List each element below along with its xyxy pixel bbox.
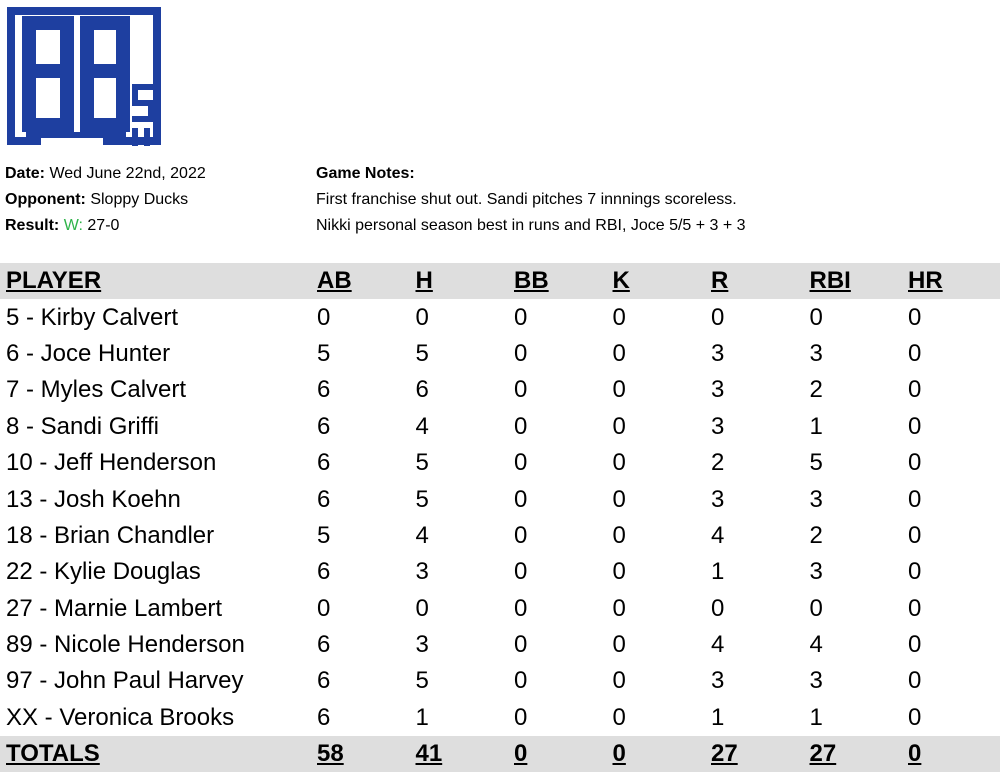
team-logo-88s	[7, 7, 163, 147]
stat-cell-rbi: 0	[809, 594, 823, 622]
total-cell-bb: 0	[514, 740, 528, 768]
stat-cell-k: 0	[612, 594, 626, 622]
player-name-cell: 22 - Kylie Douglas	[6, 558, 201, 586]
result-outcome: W:	[63, 217, 83, 234]
stat-cell-ab: 6	[317, 485, 331, 513]
total-cell-h: 41	[415, 740, 443, 768]
header-row	[0, 263, 1000, 299]
table-row	[0, 663, 1000, 699]
logo-eight-2	[87, 23, 123, 125]
logo-mark	[11, 11, 157, 143]
stat-cell-ab: 6	[317, 449, 331, 477]
stat-cell-rbi: 1	[809, 412, 823, 440]
stat-cell-ab: 6	[317, 558, 331, 586]
stat-cell-rbi: 2	[809, 376, 823, 404]
stat-cell-r: 0	[711, 594, 725, 622]
stat-cell-rbi: 3	[809, 485, 823, 513]
player-name-cell: 6 - Joce Hunter	[6, 339, 171, 367]
table-row	[0, 518, 1000, 554]
stat-cell-rbi: 3	[809, 339, 823, 367]
stat-cell-ab: 5	[317, 339, 331, 367]
column-header-h: H	[415, 267, 433, 295]
stat-cell-rbi: 3	[809, 667, 823, 695]
opponent-label: Opponent:	[5, 191, 86, 208]
total-cell-r: 27	[711, 740, 738, 768]
stat-cell-k: 0	[612, 703, 626, 731]
player-name-cell: 7 - Myles Calvert	[6, 376, 187, 404]
stat-cell-bb: 0	[514, 449, 528, 477]
player-name-cell: 27 - Marnie Lambert	[6, 594, 223, 622]
stat-cell-r: 0	[711, 303, 725, 331]
player-name-cell: 97 - John Paul Harvey	[6, 667, 244, 695]
date-line	[5, 161, 206, 187]
column-header-bb: BB	[514, 267, 549, 295]
player-name-cell: 5 - Kirby Calvert	[6, 303, 179, 331]
stat-cell-k: 0	[612, 667, 626, 695]
stat-cell-k: 0	[612, 558, 626, 586]
stat-cell-ab: 0	[317, 594, 331, 622]
stat-cell-bb: 0	[514, 521, 528, 549]
stat-cell-h: 5	[415, 449, 429, 477]
stat-cell-rbi: 4	[809, 631, 823, 659]
stat-cell-hr: 0	[908, 412, 922, 440]
column-header-r: R	[711, 267, 729, 295]
stat-cell-ab: 6	[317, 703, 331, 731]
result-label: Result:	[5, 217, 60, 234]
stat-cell-h: 3	[415, 558, 429, 586]
player-name-cell: XX - Veronica Brooks	[6, 703, 235, 731]
column-header-hr: HR	[908, 267, 943, 295]
game-notes-line: Nikki personal season best in runs and RBI, Joce 5/5 + 3 + 3	[316, 217, 746, 234]
game-info	[5, 161, 206, 239]
stat-cell-ab: 5	[317, 521, 331, 549]
table-row	[0, 299, 1000, 335]
stat-cell-rbi: 3	[809, 558, 823, 586]
stat-cell-ab: 6	[317, 376, 331, 404]
stat-cell-r: 3	[711, 667, 725, 695]
logo-eight-1	[29, 23, 67, 125]
table-row	[0, 554, 1000, 590]
stat-cell-k: 0	[612, 412, 626, 440]
stat-cell-hr: 0	[908, 339, 922, 367]
stat-cell-h: 4	[415, 412, 429, 440]
stat-cell-h: 3	[415, 631, 429, 659]
stat-cell-r: 3	[711, 485, 725, 513]
stat-cell-bb: 0	[514, 631, 528, 659]
total-cell-hr: 0	[908, 740, 922, 768]
stat-cell-h: 5	[415, 485, 429, 513]
stat-cell-rbi: 2	[809, 521, 823, 549]
stat-cell-k: 0	[612, 449, 626, 477]
stat-cell-hr: 0	[908, 485, 922, 513]
table-row	[0, 481, 1000, 517]
stat-cell-ab: 6	[317, 412, 331, 440]
stat-cell-bb: 0	[514, 412, 528, 440]
table-row	[0, 627, 1000, 663]
stat-cell-h: 6	[415, 376, 429, 404]
stat-cell-r: 3	[711, 412, 725, 440]
logo-s	[135, 87, 151, 119]
player-name-cell: 10 - Jeff Henderson	[6, 449, 217, 477]
date-label: Date:	[5, 165, 46, 182]
column-header-ab: AB	[317, 267, 352, 295]
stat-cell-h: 1	[415, 703, 429, 731]
stat-cell-h: 0	[415, 303, 429, 331]
stat-cell-bb: 0	[514, 558, 528, 586]
game-notes	[316, 161, 746, 239]
stat-cell-hr: 0	[908, 631, 922, 659]
table-row	[0, 409, 1000, 445]
total-cell-rbi: 27	[809, 740, 837, 768]
team-logo	[7, 7, 163, 147]
stat-cell-h: 4	[415, 521, 429, 549]
stat-cell-ab: 6	[317, 631, 331, 659]
stat-cell-bb: 0	[514, 703, 528, 731]
result-line	[5, 213, 206, 239]
result-score: 27-0	[87, 217, 120, 234]
stat-cell-bb: 0	[514, 303, 528, 331]
stat-cell-bb: 0	[514, 339, 528, 367]
stat-cell-hr: 0	[908, 303, 922, 331]
stat-cell-rbi: 1	[809, 703, 823, 731]
player-stats-table	[0, 263, 1000, 772]
stat-cell-r: 1	[711, 558, 725, 586]
table-row	[0, 372, 1000, 408]
column-header-player: PLAYER	[6, 267, 102, 295]
game-notes-title: Game Notes:	[316, 165, 415, 182]
stat-cell-bb: 0	[514, 667, 528, 695]
table-row	[0, 700, 1000, 736]
stat-cell-rbi: 5	[809, 449, 823, 477]
date-value: Wed June 22nd, 2022	[49, 165, 206, 182]
stat-cell-ab: 0	[317, 303, 331, 331]
stat-cell-k: 0	[612, 339, 626, 367]
stat-cell-k: 0	[612, 521, 626, 549]
stat-cell-r: 3	[711, 339, 725, 367]
stat-cell-k: 0	[612, 303, 626, 331]
table-row	[0, 336, 1000, 372]
player-name-cell: 89 - Nicole Henderson	[6, 631, 245, 659]
stat-cell-rbi: 0	[809, 303, 823, 331]
stat-cell-hr: 0	[908, 449, 922, 477]
stat-cell-r: 1	[711, 703, 725, 731]
stat-cell-r: 4	[711, 521, 725, 549]
stat-cell-h: 5	[415, 339, 429, 367]
table-row	[0, 445, 1000, 481]
stat-cell-hr: 0	[908, 558, 922, 586]
stat-cell-r: 3	[711, 376, 725, 404]
stat-cell-hr: 0	[908, 703, 922, 731]
stat-cell-hr: 0	[908, 667, 922, 695]
stat-cell-h: 0	[415, 594, 429, 622]
column-header-rbi: RBI	[809, 267, 851, 295]
stat-cell-k: 0	[612, 485, 626, 513]
stat-cell-hr: 0	[908, 594, 922, 622]
totals-row	[0, 736, 1000, 772]
player-name-cell: 18 - Brian Chandler	[6, 521, 215, 549]
stat-cell-hr: 0	[908, 521, 922, 549]
stat-cell-ab: 6	[317, 667, 331, 695]
table-row	[0, 591, 1000, 627]
stat-cell-bb: 0	[514, 594, 528, 622]
stat-cell-bb: 0	[514, 376, 528, 404]
stat-cell-k: 0	[612, 376, 626, 404]
stat-cell-r: 2	[711, 449, 725, 477]
total-cell-ab: 58	[317, 740, 344, 768]
total-cell-k: 0	[612, 740, 626, 768]
stat-cell-h: 5	[415, 667, 429, 695]
game-notes-line: First franchise shut out. Sandi pitches 7 innnings scoreless.	[316, 191, 737, 208]
opponent-value: Sloppy Ducks	[90, 191, 189, 208]
stat-cell-hr: 0	[908, 376, 922, 404]
column-header-k: K	[612, 267, 630, 295]
totals-label: TOTALS	[6, 740, 100, 768]
opponent-line	[5, 187, 206, 213]
player-name-cell: 8 - Sandi Griffi	[6, 412, 159, 440]
stat-cell-r: 4	[711, 631, 725, 659]
stat-cell-k: 0	[612, 631, 626, 659]
stat-cell-bb: 0	[514, 485, 528, 513]
player-name-cell: 13 - Josh Koehn	[6, 485, 181, 513]
